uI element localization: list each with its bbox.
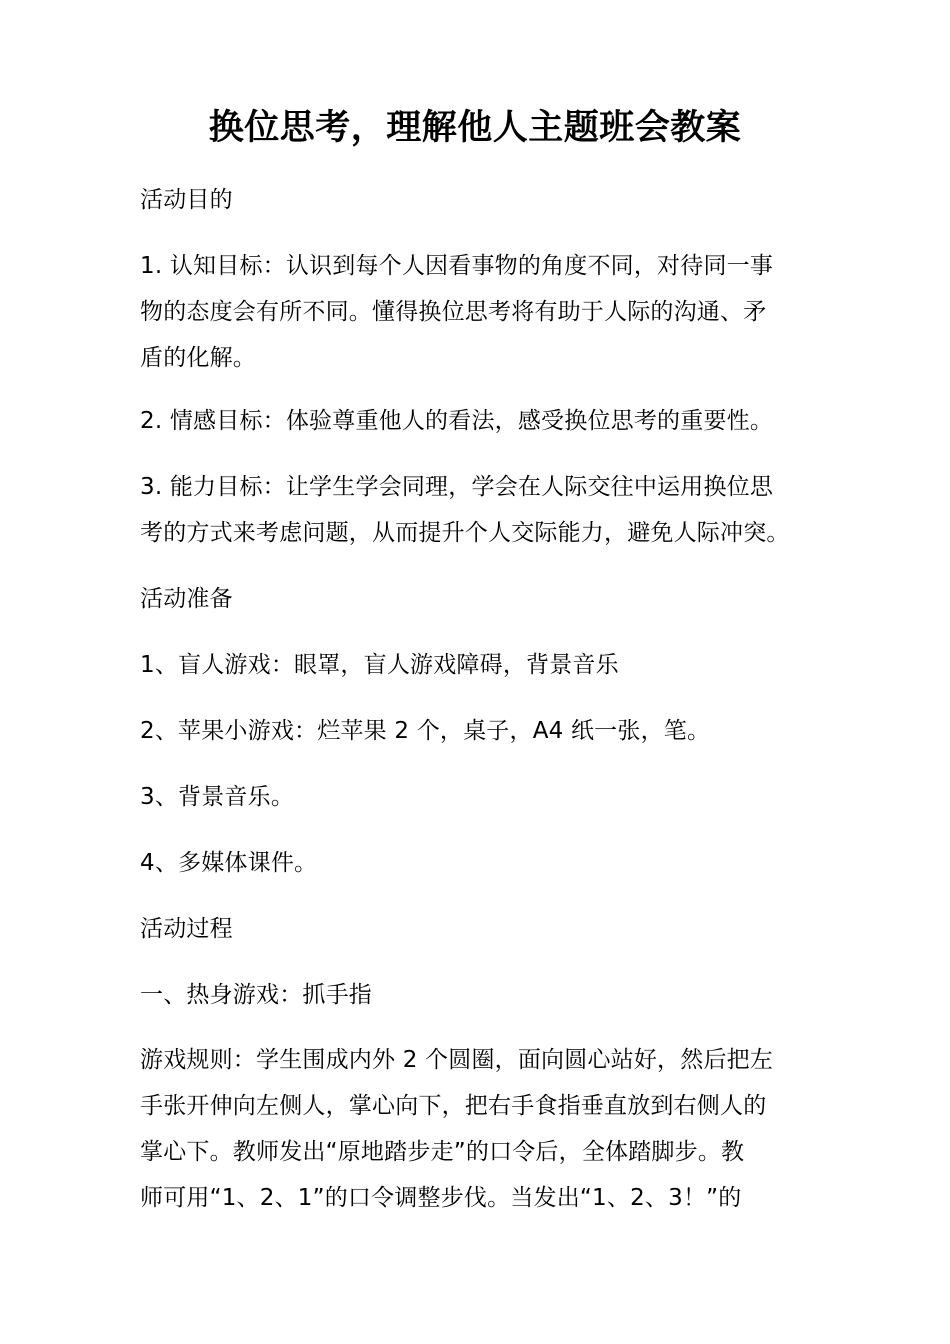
paragraph-line: 物的态度会有所不同。懂得换位思考将有助于人际的沟通、矛 <box>140 299 767 325</box>
paragraph-line: 考的方式来考虑问题，从而提升个人交际能力，避免人际冲突。 <box>140 520 790 546</box>
section-heading-preparation: 活动准备 <box>140 586 233 612</box>
paragraph-line: 游戏规则：学生围成内外 2 个圆圈，面向圆心站好，然后把左 <box>140 1047 774 1073</box>
prep-item-1: 1、盲人游戏：眼罩，盲人游戏障碍，背景音乐 <box>140 652 619 678</box>
section-heading-purpose: 活动目的 <box>140 187 233 213</box>
step1-heading: 一、热身游戏：抓手指 <box>140 982 372 1008</box>
paragraph-line: 掌心下。教师发出“原地踏步走”的口令后，全体踏脚步。教 <box>140 1139 745 1165</box>
prep-item-3: 3、背景音乐。 <box>140 784 295 810</box>
game-rules-paragraph <box>140 1037 820 1221</box>
goal-ability-paragraph <box>140 464 820 556</box>
prep-item-2: 2、苹果小游戏：烂苹果 2 个，桌子，A4 纸一张，笔。 <box>140 718 711 744</box>
section-heading-process: 活动过程 <box>140 916 233 942</box>
paragraph-line: 手张开伸向左侧人，掌心向下，把右手食指垂直放到右侧人的 <box>140 1093 767 1119</box>
paragraph-line: 3. 能力目标：让学生学会同理，学会在人际交往中运用换位思 <box>140 474 774 500</box>
goal-emotional-paragraph: 2. 情感目标：体验尊重他人的看法，感受换位思考的重要性。 <box>140 408 774 434</box>
prep-item-4: 4、多媒体课件。 <box>140 850 318 876</box>
paragraph-line: 师可用“1、2、1”的口令调整步伐。当发出“1、2、3！”的 <box>140 1185 742 1211</box>
document-title: 换位思考，理解他人主题班会教案 <box>208 108 742 148</box>
paragraph-line: 1. 认知目标：认识到每个人因看事物的角度不同，对待同一事 <box>140 253 774 279</box>
paragraph-line: 盾的化解。 <box>140 345 256 371</box>
goal-cognitive-paragraph <box>140 243 820 381</box>
